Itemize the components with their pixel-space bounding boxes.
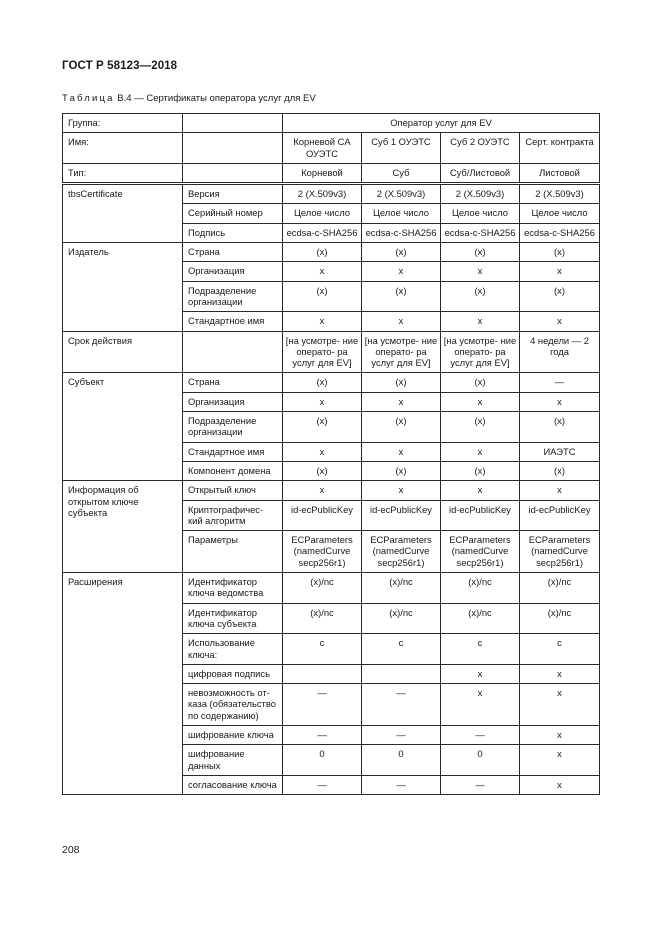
- value-cell: x: [441, 481, 520, 500]
- group-label: Группа:: [63, 114, 183, 133]
- table-row: [63, 243, 600, 262]
- value-cell: x: [520, 262, 600, 281]
- value-cell: 2 (X.509v3): [441, 184, 520, 204]
- value-cell: x: [520, 775, 600, 794]
- field-cell: Идентификатор ключа субъекта: [183, 603, 283, 634]
- value-cell: x: [520, 664, 600, 683]
- value-cell: ecdsa-c-SHA256: [520, 223, 600, 242]
- value-cell: ECParameters (namedCurve secp256r1): [520, 531, 600, 573]
- value-cell: (x): [283, 243, 362, 262]
- value-cell: id-ecPublicKey: [283, 500, 362, 531]
- document-header: ГОСТ Р 58123—2018: [62, 60, 178, 72]
- certificate-table: [62, 113, 600, 795]
- value-cell: c: [520, 634, 600, 665]
- field-cell: Организация: [183, 262, 283, 281]
- table-row: [63, 373, 600, 392]
- value-cell: 0: [283, 745, 362, 776]
- value-cell: (x)/nc: [283, 603, 362, 634]
- table-row: [63, 331, 600, 373]
- value-cell: (x): [283, 412, 362, 443]
- value-cell: (x): [520, 461, 600, 480]
- value-cell: x: [520, 312, 600, 331]
- value-cell: 2 (X.509v3): [520, 184, 600, 204]
- name-cell: Суб 1 ОУЭТС: [362, 133, 441, 164]
- value-cell: ECParameters (namedCurve secp256r1): [441, 531, 520, 573]
- field-cell: согласование ключа: [183, 775, 283, 794]
- group-cell: Субъект: [63, 373, 183, 481]
- field-cell: [183, 331, 283, 373]
- value-cell: id-ecPublicKey: [441, 500, 520, 531]
- group-cell: Издатель: [63, 243, 183, 331]
- value-cell: —: [283, 775, 362, 794]
- value-cell: x: [362, 312, 441, 331]
- value-cell: (x)/nc: [520, 573, 600, 604]
- value-cell: 0: [362, 745, 441, 776]
- name-cell: Корневой CA ОУЭТС: [283, 133, 362, 164]
- value-cell: (x): [362, 461, 441, 480]
- value-cell: —: [520, 373, 600, 392]
- name-label: Имя:: [63, 133, 183, 164]
- field-cell: Стандартное имя: [183, 312, 283, 331]
- value-cell: [на усмотре- ние операто- ра услуг для EV]: [283, 331, 362, 373]
- value-cell: (x): [362, 281, 441, 312]
- value-cell: c: [283, 634, 362, 665]
- value-cell: 2 (X.509v3): [362, 184, 441, 204]
- value-cell: ECParameters (namedCurve secp256r1): [362, 531, 441, 573]
- field-cell: Организация: [183, 392, 283, 411]
- field-cell: Стандартное имя: [183, 442, 283, 461]
- field-cell: Использование ключа:: [183, 634, 283, 665]
- empty-cell: [183, 133, 283, 164]
- type-label: Тип:: [63, 163, 183, 183]
- value-cell: —: [362, 725, 441, 744]
- value-cell: x: [362, 392, 441, 411]
- value-cell: —: [283, 725, 362, 744]
- name-cell: Серт. контракта: [520, 133, 600, 164]
- value-cell: 4 недели — 2 года: [520, 331, 600, 373]
- field-cell: шифрование данных: [183, 745, 283, 776]
- field-cell: невозможность от- каза (обязательство по содержанию): [183, 684, 283, 726]
- caption-prefix: Таблица: [62, 93, 115, 104]
- value-cell: Целое число: [362, 204, 441, 223]
- value-cell: id-ecPublicKey: [520, 500, 600, 531]
- value-cell: x: [441, 262, 520, 281]
- field-cell: Страна: [183, 243, 283, 262]
- value-cell: —: [362, 775, 441, 794]
- value-cell: (x): [362, 243, 441, 262]
- value-cell: —: [441, 775, 520, 794]
- value-cell: 2 (X.509v3): [283, 184, 362, 204]
- type-cell: Корневой: [283, 163, 362, 183]
- value-cell: (x): [441, 281, 520, 312]
- value-cell: Целое число: [283, 204, 362, 223]
- value-cell: —: [441, 725, 520, 744]
- field-cell: Компонент домена: [183, 461, 283, 480]
- value-cell: (x): [362, 412, 441, 443]
- field-cell: шифрование ключа: [183, 725, 283, 744]
- field-cell: Версия: [183, 184, 283, 204]
- value-cell: x: [441, 312, 520, 331]
- value-cell: —: [362, 684, 441, 726]
- group-row: [63, 114, 600, 133]
- value-cell: ИАЭТС: [520, 442, 600, 461]
- value-cell: x: [441, 664, 520, 683]
- value-cell: x: [283, 312, 362, 331]
- table-row: [63, 184, 600, 204]
- page-number: 208: [62, 844, 80, 856]
- value-cell: x: [441, 442, 520, 461]
- value-cell: ecdsa-c-SHA256: [441, 223, 520, 242]
- value-cell: [362, 664, 441, 683]
- field-cell: Открытый ключ: [183, 481, 283, 500]
- value-cell: (x): [283, 281, 362, 312]
- type-cell: Суб: [362, 163, 441, 183]
- table-row: [63, 573, 600, 604]
- type-row: [63, 163, 600, 183]
- type-cell: Листовой: [520, 163, 600, 183]
- value-cell: (x): [441, 461, 520, 480]
- value-cell: ECParameters (namedCurve secp256r1): [283, 531, 362, 573]
- value-cell: (x): [362, 373, 441, 392]
- value-cell: [283, 664, 362, 683]
- value-cell: [на усмотре- ние операто- ра услуг для EV]: [362, 331, 441, 373]
- table-caption: [62, 93, 316, 104]
- field-cell: Подпись: [183, 223, 283, 242]
- value-cell: x: [283, 392, 362, 411]
- value-cell: (x): [520, 412, 600, 443]
- group-value: Оператор услуг для EV: [283, 114, 600, 133]
- value-cell: x: [441, 392, 520, 411]
- value-cell: (x)/nc: [283, 573, 362, 604]
- value-cell: x: [283, 481, 362, 500]
- value-cell: x: [520, 725, 600, 744]
- group-cell: tbsCertificate: [63, 184, 183, 243]
- value-cell: (x): [441, 373, 520, 392]
- value-cell: (x): [441, 243, 520, 262]
- value-cell: x: [283, 262, 362, 281]
- table-body: [63, 184, 600, 795]
- table-row: [63, 481, 600, 500]
- field-cell: Идентификатор ключа ведомства: [183, 573, 283, 604]
- field-cell: Подразделение организации: [183, 412, 283, 443]
- value-cell: (x): [441, 412, 520, 443]
- value-cell: x: [520, 392, 600, 411]
- value-cell: ecdsa-c-SHA256: [362, 223, 441, 242]
- field-cell: Страна: [183, 373, 283, 392]
- value-cell: —: [283, 684, 362, 726]
- value-cell: 0: [441, 745, 520, 776]
- group-cell: Информация об открытом ключе субъекта: [63, 481, 183, 573]
- group-cell: Срок действия: [63, 331, 183, 373]
- field-cell: цифровая подпись: [183, 664, 283, 683]
- empty-cell: [183, 114, 283, 133]
- caption-text: В.4 — Сертификаты оператора услуг для EV: [114, 93, 316, 104]
- value-cell: x: [520, 745, 600, 776]
- name-cell: Суб 2 ОУЭТС: [441, 133, 520, 164]
- value-cell: x: [520, 481, 600, 500]
- value-cell: (x)/nc: [441, 573, 520, 604]
- field-cell: Серийный номер: [183, 204, 283, 223]
- value-cell: x: [441, 684, 520, 726]
- value-cell: x: [520, 684, 600, 726]
- type-cell: Суб/Листовой: [441, 163, 520, 183]
- value-cell: (x)/nc: [362, 603, 441, 634]
- value-cell: x: [362, 442, 441, 461]
- value-cell: c: [362, 634, 441, 665]
- value-cell: (x)/nc: [362, 573, 441, 604]
- value-cell: (x): [283, 461, 362, 480]
- value-cell: x: [362, 481, 441, 500]
- value-cell: (x): [283, 373, 362, 392]
- value-cell: (x): [520, 243, 600, 262]
- value-cell: [на усмотре- ние операто- ра услуг для EV]: [441, 331, 520, 373]
- value-cell: Целое число: [441, 204, 520, 223]
- value-cell: c: [441, 634, 520, 665]
- field-cell: Подразделение организации: [183, 281, 283, 312]
- value-cell: (x)/nc: [520, 603, 600, 634]
- value-cell: (x): [520, 281, 600, 312]
- value-cell: x: [362, 262, 441, 281]
- value-cell: ecdsa-c-SHA256: [283, 223, 362, 242]
- empty-cell: [183, 163, 283, 183]
- field-cell: Криптографичес- кий алгоритм: [183, 500, 283, 531]
- value-cell: x: [283, 442, 362, 461]
- name-row: [63, 133, 600, 164]
- field-cell: Параметры: [183, 531, 283, 573]
- value-cell: id-ecPublicKey: [362, 500, 441, 531]
- group-cell: Расширения: [63, 573, 183, 795]
- value-cell: (x)/nc: [441, 603, 520, 634]
- value-cell: Целое число: [520, 204, 600, 223]
